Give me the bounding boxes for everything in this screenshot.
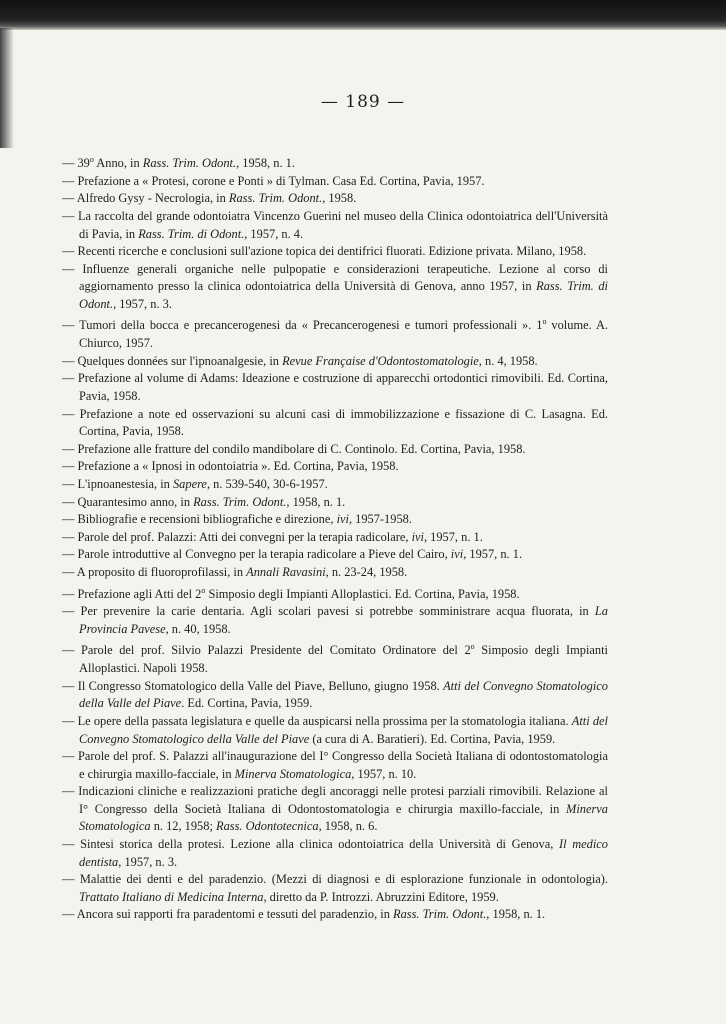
- entry-text: — Parole del prof. Silvio Palazzi Presidente del Comitato Ordinatore del 2: [62, 643, 471, 658]
- entry-text: — Bibliografie e recensioni bibliografiche e direzione,: [62, 512, 337, 527]
- entry-text: — Sintesi storica della protesi. Lezione alla clinica odontoiatrica della Università di Genova,: [62, 837, 559, 852]
- bibliography-entry: [62, 458, 608, 476]
- entry-text: — Il Congresso Stomatologico della Valle del Piave, Belluno, giugno 1958.: [62, 678, 444, 693]
- bibliography-entry: [62, 190, 608, 208]
- entry-text: — Indicazioni cliniche e realizzazioni pratiche degli ancoraggi nelle protesi parziali rimovibili. Relazione al I° Congresso della Società Italiana di Odontostomatologia e chirurgia maxillo-facciale, in: [62, 784, 608, 816]
- entry-title-italic: Revue Française d'Odontostomatologie: [282, 353, 479, 368]
- entry-text: — Recenti ricerche e conclusioni sull'azione topica dei dentifrici fluorati. Edizione privata. Milano, 1958.: [62, 244, 587, 259]
- entry-text: Anno, in: [93, 156, 143, 171]
- bibliography-entry: [62, 546, 608, 564]
- entry-title-italic: ivi: [450, 547, 464, 562]
- entry-title-italic: Rass. Trim. Odont.: [142, 156, 237, 171]
- bibliography-entry: [62, 370, 608, 405]
- ordinal-superscript: o: [89, 155, 94, 164]
- entry-text: , n. 23-24, 1958.: [325, 564, 408, 579]
- entry-text: — Le opere della passata legislatura e quelle da auspicarsi nella prossima per la stomatologia italiana.: [62, 713, 572, 728]
- entry-text: — Prefazione a « Protesi, corone e Ponti » di Tylman. Casa Ed. Cortina, Pavia, 1957.: [62, 173, 485, 188]
- bibliography-entry: [62, 906, 608, 924]
- entry-text: , n. 4, 1958.: [478, 353, 538, 368]
- bibliography-entry: [62, 582, 608, 604]
- entry-title-italic: Rass. Trim. di Odont.: [79, 279, 608, 311]
- bibliography-entry: [62, 871, 608, 906]
- entry-title-italic: Trattato Italiano di Medicina Interna: [79, 889, 264, 904]
- entry-title-italic: ivi: [411, 529, 424, 544]
- entry-text: — Influenze generali organiche nelle pulpopatie e considerazioni terapeutiche. Lezione al corso di aggiornamento presso la clinica odontoiatrica della Università di Genova, anno 1957, in: [62, 261, 608, 294]
- entry-text: , 1958, n. 1.: [486, 907, 546, 922]
- entry-title-italic: Atti del Convegno Stomatologico della Valle del Piave: [79, 678, 608, 711]
- entry-title-italic: Il medico dentista: [79, 837, 608, 869]
- entry-title-italic: Minerva Stomatologica: [234, 766, 352, 781]
- bibliography-entry: [62, 243, 608, 261]
- entry-text: n. 12, 1958;: [150, 819, 216, 834]
- ordinal-superscript: o: [542, 317, 547, 327]
- scan-dark-edge: [0, 0, 726, 30]
- entry-text: , 1958, n. 6.: [318, 819, 378, 834]
- entry-text: (a cura di A. Baratieri). Ed. Cortina, Pavia, 1959.: [309, 731, 556, 746]
- bibliography-entry: [62, 151, 608, 173]
- entry-text: volume. A. Chiurco, 1957.: [79, 318, 608, 351]
- entry-text: , 1958, n. 1.: [286, 494, 346, 509]
- entry-text: — Prefazione agli Atti del 2: [62, 586, 202, 601]
- entry-text: , 1957, n. 1.: [423, 529, 483, 544]
- bibliography-entry: [62, 511, 608, 529]
- entry-title-italic: Annali Ravasini: [246, 564, 326, 579]
- entry-text: , diretto da P. Introzzi. Abruzzini Editore, 1959.: [263, 889, 499, 904]
- entry-title-italic: La Provincia Pavese: [79, 604, 608, 636]
- bibliography-entry: [62, 638, 608, 677]
- bibliography-entry: [62, 441, 608, 459]
- entry-text: — A proposito di fluoroprofilassi, in: [62, 564, 247, 579]
- entry-text: , 1958.: [322, 191, 357, 206]
- entry-text: — Ancora sui rapporti fra paradentomi e tessuti del paradenzio, in: [62, 907, 393, 922]
- page-number: — 189 —: [320, 92, 406, 112]
- entry-title-italic: Rass. Trim. Odont.: [193, 494, 287, 509]
- bibliography-entry: [62, 353, 608, 371]
- bibliography-entry: [62, 208, 608, 243]
- entry-text: , 1957, n. 3.: [113, 296, 172, 311]
- entry-text: — Prefazione alle fratture del condilo mandibolare di C. Continolo. Ed. Cortina, Pavia, 1958.: [62, 441, 526, 456]
- bibliography-entry: [62, 529, 608, 547]
- bibliography-entry: [62, 261, 608, 314]
- entry-title-italic: Minerva Stomatologica: [79, 801, 608, 834]
- bibliography-entry: [62, 713, 608, 748]
- bibliography-entry: [62, 494, 608, 512]
- entry-text: , 1958, n. 1.: [236, 156, 295, 171]
- entry-text: , n. 40, 1958.: [165, 621, 231, 636]
- bibliography-entry: [62, 564, 608, 582]
- entry-text: — Tumori della bocca e precancerogenesi da « Precancerogenesi e tumori professionali ». 1: [62, 318, 543, 333]
- entry-text: Simposio degli Impianti Alloplastici. Napoli 1958.: [79, 643, 608, 676]
- entry-title-italic: Rass. Trim. di Odont.: [138, 226, 245, 241]
- bibliography-entry: [62, 836, 608, 871]
- entry-title-italic: ivi: [336, 512, 349, 527]
- bibliography-entry: [62, 476, 608, 494]
- entry-text: — Alfredo Gysy - Necrologia, in: [62, 191, 229, 206]
- entry-text: — L'ipnoanestesia, in: [62, 476, 173, 491]
- entry-text: — Per prevenire la carie dentaria. Agli scolari pavesi si potrebbe somministrare acqua fluorata, in: [62, 604, 595, 619]
- entry-text: — 39: [62, 156, 90, 171]
- entry-text: — Quelques données sur l'ipnoanalgesie, in: [62, 353, 283, 368]
- entry-text: , 1957-1958.: [348, 512, 412, 527]
- entry-text: — La raccolta del grande odontoiatra Vincenzo Guerini nel museo della Clinica odontoiatrica dell'Università di Pavia, in: [62, 208, 608, 241]
- entry-text: . Ed. Cortina, Pavia, 1959.: [181, 696, 313, 711]
- entry-title-italic: Atti del Convegno Stomatologico della Valle del Piave: [79, 713, 608, 746]
- entry-text: , 1957, n. 1.: [463, 547, 523, 562]
- entry-text: — Parole introduttive al Convegno per la terapia radicolare a Pieve del Cairo,: [62, 547, 451, 562]
- entry-text: — Malattie dei denti e del paradenzio. (Mezzi di diagnosi e di esplorazione funzionale in odontologia).: [62, 872, 608, 887]
- bibliography-entry: [62, 678, 608, 713]
- bibliography-entry: [62, 173, 608, 191]
- bibliography-entry: [62, 603, 608, 638]
- entry-title-italic: Rass. Odontotecnica: [216, 819, 319, 834]
- entry-text: , 1957, n. 3.: [118, 854, 178, 869]
- bibliography-entry: [62, 313, 608, 352]
- entry-text: — Parole del prof. S. Palazzi all'inaugurazione del I° Congresso della Società Italiana di odontostomatologia e chirurgia maxillo-facciale, in: [62, 749, 608, 781]
- entry-title-italic: Sapere: [172, 476, 207, 491]
- scan-binding-shadow: [0, 28, 14, 148]
- bibliography-entry: [62, 783, 608, 836]
- entry-text: Simposio degli Impianti Alloplastici. Ed. Cortina, Pavia, 1958.: [205, 586, 520, 601]
- entry-text: — Prefazione a note ed osservazioni su alcuni casi di immobilizzazione e fissazione di C. Lasagna. Ed. Cortina, Pavia, 1958.: [62, 406, 608, 439]
- bibliography-entry: [62, 406, 608, 441]
- entry-text: , 1957, n. 10.: [351, 766, 417, 781]
- entry-text: , n. 539-540, 30-6-1957.: [206, 476, 328, 491]
- entry-text: — Prefazione a « Ipnosi in odontoiatria ». Ed. Cortina, Pavia, 1958.: [62, 459, 399, 474]
- bibliography-list: [62, 151, 608, 924]
- entry-text: , 1957, n. 4.: [244, 226, 304, 241]
- entry-text: — Prefazione al volume di Adams: Ideazione e costruzione di apparecchi ortodontici rimovibili. Ed. Cortina, Pavia, 1958.: [62, 371, 608, 403]
- ordinal-superscript: o: [470, 642, 475, 652]
- entry-text: — Parole del prof. Palazzi: Atti dei convegni per la terapia radicolare,: [62, 529, 412, 544]
- ordinal-superscript: o: [201, 585, 206, 595]
- entry-text: — Quarantesimo anno, in: [62, 494, 194, 509]
- entry-title-italic: Rass. Trim. Odont.: [393, 907, 487, 922]
- bibliography-entry: [62, 748, 608, 783]
- entry-title-italic: Rass. Trim. Odont.: [228, 191, 323, 206]
